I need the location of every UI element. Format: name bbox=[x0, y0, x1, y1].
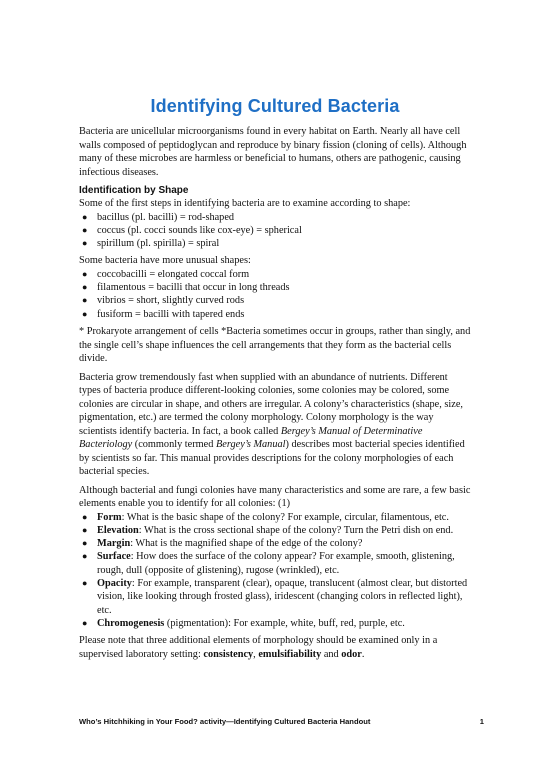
book-short-title: Bergey’s Manual bbox=[215, 439, 286, 451]
list-item: ● Opacity: For example, transparent (clear), opaque, translucent (almost clear, but distorted vision, like looking through frosted glass), iridescent (changing colors in reflected light), etc. bbox=[82, 578, 468, 616]
bullet-icon: ● bbox=[82, 295, 88, 306]
page-footer bbox=[79, 717, 484, 726]
arrangement-paragraph: * Prokaryote arrangement of cells *Bacteria sometimes occur in groups, rather than singly, and the single cell’s shape influences the cell arrangements that they form as the bacterial cells divide. bbox=[79, 326, 471, 365]
list-item: ● fusiform = bacilli with tapered ends bbox=[82, 308, 245, 320]
list-item: ● coccus (pl. cocci sounds like cox-eye) = spherical bbox=[82, 224, 302, 236]
intro-paragraph: Bacteria are unicellular microorganisms found in every habitat on Earth. Nearly all have cell walls composed of peptidoglycan and reproduce by binary fission (cloning of cells). Although many of these microbes are harmless or beneficial to humans, others are pathogenic, causing infectious diseases. bbox=[79, 126, 467, 178]
footer-text: Who’s Hitchhiking in Your Food? activity—Identifying Cultured Bacteria Handout bbox=[79, 717, 371, 726]
bullet-icon: ● bbox=[82, 524, 88, 535]
unusual-shape-list bbox=[79, 268, 471, 321]
bullet-icon: ● bbox=[82, 268, 88, 279]
list-item: ● vibrios = short, slightly curved rods bbox=[82, 295, 245, 307]
section-heading-shape: Identification by Shape bbox=[79, 185, 189, 196]
unusual-shapes-lead: Some bacteria have more unusual shapes: bbox=[79, 255, 251, 267]
bullet-icon: ● bbox=[82, 238, 88, 249]
list-item: ● spirillum (pl. spirilla) = spiral bbox=[82, 238, 220, 250]
bullet-icon: ● bbox=[82, 551, 88, 562]
bullet-icon: ● bbox=[82, 511, 88, 522]
shape-lead-text: Some of the first steps in identifying bacteria are to examine according to shape: bbox=[79, 198, 411, 209]
bullet-icon: ● bbox=[82, 578, 88, 589]
list-item: ● bacillus (pl. bacilli) = rod-shaped bbox=[82, 211, 235, 223]
bullet-icon: ● bbox=[82, 211, 88, 222]
bullet-icon: ● bbox=[82, 538, 88, 549]
shape-list bbox=[79, 211, 471, 251]
list-item: ● Form: What is the basic shape of the colony? For example, circular, filamentous, etc. bbox=[82, 511, 449, 523]
bullet-icon: ● bbox=[82, 282, 88, 293]
colony-elements-list bbox=[79, 511, 471, 631]
bullet-icon: ● bbox=[82, 224, 88, 235]
list-item: ● Surface: How does the surface of the colony appear? For example, smooth, glistening, rough, dull (opposite of glistening), rugose (wrinkled), etc. bbox=[82, 551, 455, 576]
bullet-icon: ● bbox=[82, 308, 88, 319]
list-item: ● Elevation: What is the cross sectional shape of the colony? Turn the Petri dish on end. bbox=[82, 524, 454, 536]
list-item: ● Margin: What is the magnified shape of the edge of the colony? bbox=[82, 538, 363, 550]
page-number: 1 bbox=[479, 717, 484, 726]
morphology-paragraph: Bacteria grow tremendously fast when supplied with an abundance of nutrients. Different types of bacteria produce different-looking colonies, some colonies may be colored, some colonies are circular in shape, and others are irregular. A colony’s characteristics (shape, size, pigmentation, etc.) are termed the colony morphology. Colony morphology is the way scientists identify bacteria. In fact, a book called Bergey’s Manual of Determinative Bacteriology (commonly termed Bergey’s Manual) describes most bacterial species identified by scientists so far. This manual provides descriptions for the colony morphologies of each bacterial species. bbox=[79, 371, 465, 478]
closing-paragraph: Please note that three additional elements of morphology should be examined only in a supervised laboratory setting: consistency, emulsifiability and odor. bbox=[79, 635, 438, 660]
bullet-icon: ● bbox=[82, 617, 88, 628]
book-title: Bergey’s Manual of Determinative Bacteriology bbox=[79, 425, 423, 451]
list-item: ● filamentous = bacilli that occur in long threads bbox=[82, 282, 290, 294]
list-item: ● coccobacilli = elongated coccal form bbox=[82, 268, 250, 280]
elements-lead: Although bacterial and fungi colonies have many characteristics and some are rare, a few basic elements enable you to identify for all colonies: (1) bbox=[79, 484, 471, 510]
page-title: Identifying Cultured Bacteria bbox=[150, 96, 400, 116]
list-item: ● Chromogenesis (pigmentation): For example, white, buff, red, purple, etc. bbox=[82, 617, 405, 629]
